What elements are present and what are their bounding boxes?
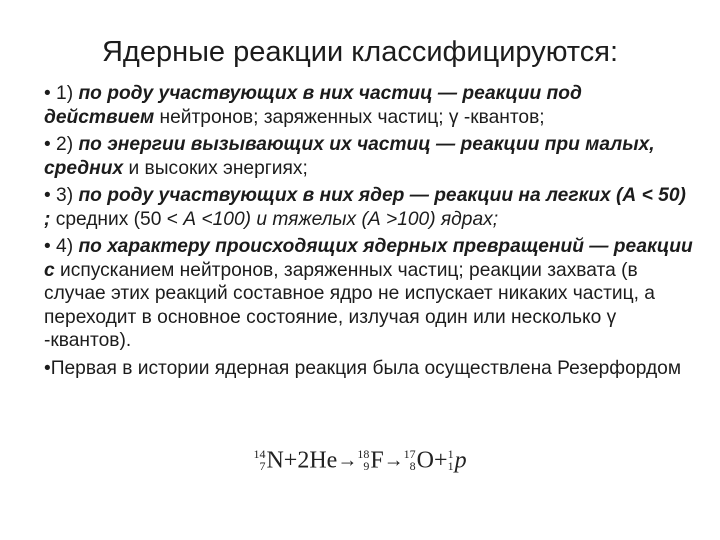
item-text: нейтронов; заряженных частиц; γ -квантов; — [154, 106, 545, 128]
bullet: • 1) — [44, 83, 79, 104]
slide-title: Ядерные реакции классифицируются: — [101, 36, 619, 68]
oxygen-nuclide — [404, 444, 434, 475]
bullet: • 4) — [44, 236, 79, 257]
fluorine-nuclide — [357, 444, 383, 475]
item-text: и высоких энергиях; — [123, 157, 308, 179]
list-item — [44, 235, 694, 353]
item-text: Первая в истории ядерная реакция была осуществлена Резерфордом — [50, 357, 682, 379]
item-text: средних (50 < — [50, 208, 184, 230]
arrow-icon: → — [337, 449, 358, 472]
slide-body — [44, 82, 694, 384]
element-symbol: p — [454, 447, 467, 474]
item-emphasis: по энергии вызывающих их частиц — реакции при малых, средних — [44, 134, 655, 179]
element-symbol: N — [266, 447, 284, 474]
mass-number: 18 — [357, 447, 370, 462]
atomic-number: 8 — [409, 459, 416, 474]
atomic-number: 1 — [447, 459, 454, 474]
atomic-number: 9 — [363, 459, 370, 474]
bullet: • 3) — [44, 185, 79, 206]
coefficient: 2 — [297, 447, 310, 474]
arrow-icon: → — [383, 449, 404, 472]
bullet: • 2) — [44, 134, 79, 155]
list-item — [44, 82, 694, 129]
nitrogen-nuclide — [253, 444, 283, 475]
element-symbol: F — [370, 447, 384, 474]
element-symbol: O — [416, 447, 435, 474]
bullet: • — [44, 357, 51, 379]
atomic-number: 7 — [259, 459, 266, 474]
list-item — [44, 184, 694, 231]
item-italic: А <100) и тяжелых (А >100) ядрах; — [183, 208, 499, 230]
item-emphasis: по роду участвующих в них частиц — реакции под действием — [44, 83, 582, 128]
item-emphasis: по характеру происходящих ядерных превращений — реакции с — [44, 236, 693, 281]
mass-number: 17 — [403, 447, 416, 462]
proton-nuclide — [448, 444, 467, 475]
list-item — [44, 357, 694, 381]
item-emphasis: по роду участвующих в них ядер — реакции на легких (А < 50) ; — [44, 185, 686, 230]
plus-sign: + — [434, 447, 448, 474]
nuclear-reaction-formula — [0, 444, 720, 475]
mass-number: 1 — [447, 447, 454, 462]
mass-number: 14 — [253, 447, 266, 462]
item-text: испусканием нейтронов, заряженных частиц; реакции захвата (в случае этих реакций составное ядро не испускает никаких частиц, а переходит в основное состояние, излучая один или несколько γ -квантов). — [44, 259, 655, 351]
element-symbol: He — [309, 447, 338, 474]
plus-sign: + — [283, 447, 298, 474]
list-item — [44, 133, 694, 180]
